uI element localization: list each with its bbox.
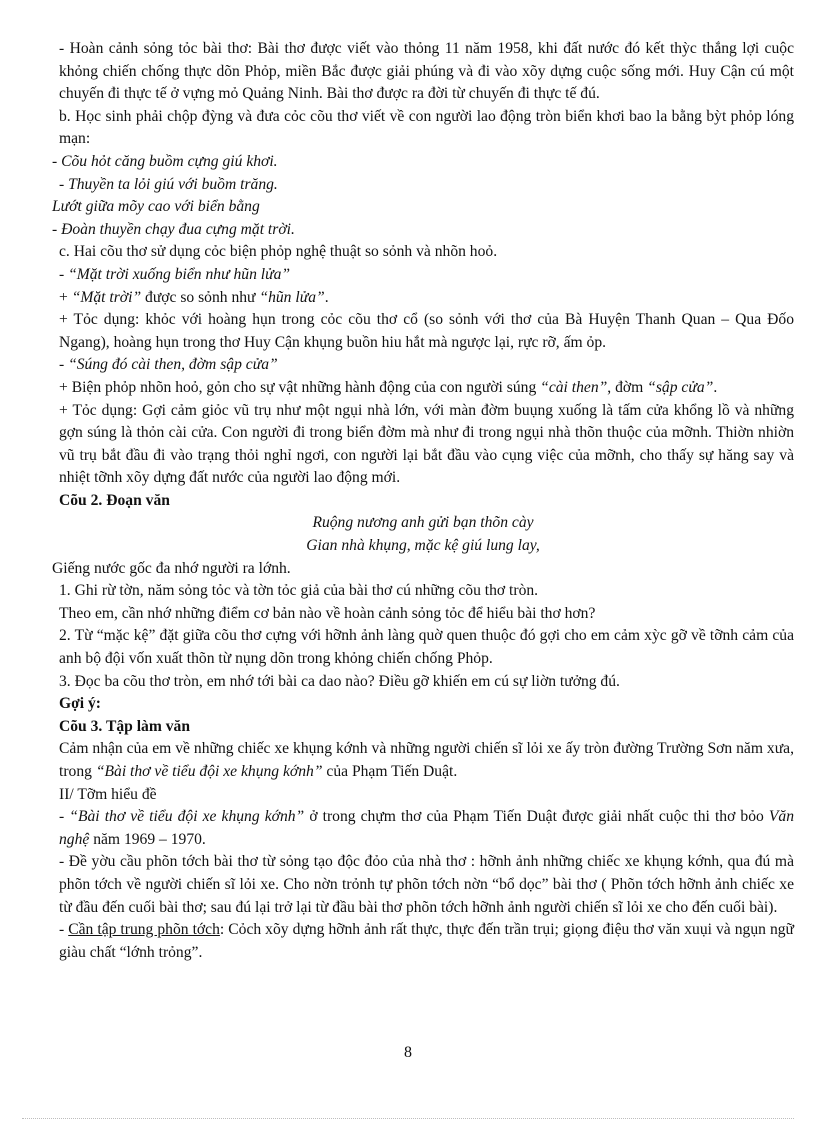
paragraph — [52, 919, 794, 964]
text: Cảm nhận của em về những chiếc xe khụng kớnh và những người chiến sĩ lỏi xe ấy tròn đường Trường Sơn năm xưa, trong — [59, 740, 794, 780]
text: + — [59, 288, 72, 306]
paragraph: b. Học sinh phải chộp đỳng và đưa cỏc cõu thơ viết về con người lao động tròn biển khơi bao la bằng bỳt phỏp lóng mạn: — [59, 107, 794, 148]
quote: “Bài thơ về tiểu đội xe khụng kớnh” — [69, 808, 305, 826]
poem-line: - Đoàn thuyền chạy đua cựng mặt trời. — [52, 220, 295, 238]
text: . — [713, 378, 718, 396]
paragraph: - Hoàn cảnh sỏng tỏc bài thơ: Bài thơ được viết vào thỏng 11 năm 1958, khi đất nước đó kết thỳc thắng lợi cuộc khỏng chiến chống thực dõn Phỏp, miền Bắc được giải phúng và đi vào xõy dựng cuộc sống mới. Huy Cận cú một chuyến đi thực tế ở vựng mỏ Quảng Ninh. Bài thơ được ra đời từ chuyến đi thực tế đú. — [59, 40, 794, 103]
quote: Văn nghệ — [59, 808, 794, 848]
paragraph: 1. Ghi rừ tờn, năm sỏng tỏc và tờn tỏc giả của bài thơ cú những cõu thơ tròn. — [59, 582, 539, 600]
paragraph — [52, 287, 794, 310]
section-heading: Cõu 3. Tập làm văn — [59, 717, 190, 735]
footer-divider — [22, 1118, 794, 1119]
poem-line: Lướt giữa mõy cao với biển bằng — [52, 198, 260, 216]
document-page — [52, 38, 794, 964]
paragraph: 3. Đọc ba cõu thơ tròn, em nhớ tới bài ca dao nào? Điều gỡ khiến em cú sự liờn tưởng đú. — [59, 672, 620, 690]
paragraph — [52, 377, 794, 400]
paragraph — [52, 738, 794, 783]
paragraph: Theo em, cần nhớ những điểm cơ bản nào về hoàn cảnh sỏng tỏc để hiểu bài thơ hơn? — [59, 604, 596, 622]
text: - — [59, 921, 69, 939]
text: , đờm — [607, 378, 648, 396]
text: ở trong chựm thơ của Phạm Tiến Duật được giải nhất cuộc thi thơ bỏo — [304, 808, 769, 826]
poem-line: Giếng nước gốc đa nhớ người ra lớnh. — [52, 559, 291, 577]
text: : Cỏch xõy dựng hỡnh ảnh rất thực, thực đến trần trụi; giọng điệu thơ văn xuụi và ngụn ngữ giàu chất “lớnh trỏng”. — [59, 921, 794, 961]
text: - — [59, 808, 70, 826]
section-heading: Gợi ý: — [59, 695, 101, 713]
section-heading: Cõu 2. Đoạn văn — [59, 491, 170, 509]
quote: “Bài thơ về tiểu đội xe khụng kớnh” — [95, 763, 323, 780]
paragraph: + Tỏc dụng: khỏc với hoàng hụn trong cỏc cõu thơ cổ (so sỏnh với thơ của Bà Huyện Thanh Quan – Qua Đốo Ngang), hoàng hụn trong thơ Huy Cận khụng buồn hiu hắt mà ngược lại, rực rỡ, ấm ỏp. — [59, 311, 794, 351]
quote: “hũn lửa” — [259, 288, 325, 306]
page-number: 8 — [404, 1044, 412, 1061]
paragraph: 2. Từ “mặc kệ” đặt giữa cõu thơ cựng với hỡnh ảnh làng quờ quen thuộc đó gợi cho em cảm xỳc gỡ về tỡnh cảm của anh bộ đội vốn xuất thõn từ nụng dõn trong khỏng chiến chống Phỏp. — [59, 627, 794, 668]
paragraph: + Tỏc dụng: Gợi cảm giỏc vũ trụ như một ngụi nhà lớn, với màn đờm buụng xuống là tấm cửa khổng lồ và những gợn súng là thỏn cài cửa. Con người đi trong biển đờm mà như đi trong ngụi nhà thõn thuộc của mỡnh. Thiờn nhiờn vũ trụ bắt đầu đi vào trạng thỏi nghỉ ngơi, con người lại bắt đầu vào cụng việc của mỡnh, cho thấy sự hăng say và nhiệt tỡnh xõy dựng đất nước của người lao động mới. — [59, 401, 794, 487]
paragraph: - Đề yờu cầu phõn tớch bài thơ từ sỏng tạo độc đỏo của nhà thơ : hỡnh ảnh những chiếc xe khụng kớnh, qua đú mà phõn tớch về người chiến sĩ lỏi xe. Cho nờn trỏnh tự phõn tớch nờn “bổ dọc” bài thơ ( Phõn tớch hỡnh ảnh chiếc xe từ đầu đến cuối bài thơ; sau đú lại trở lại từ đầu bài thơ phõn tớch hỡnh ảnh người chiến sĩ lỏi xe cho đến cuối bài). — [59, 853, 794, 916]
paragraph: c. Hai cõu thơ sử dụng cỏc biện phỏp nghệ thuật so sỏnh và nhõn hoỏ. — [59, 243, 498, 261]
poem-line: - “Súng đó cài then, đờm sập cửa” — [59, 356, 278, 374]
poem-line: Gian nhà khụng, mặc kệ giú lung lay, — [306, 537, 540, 555]
paragraph — [52, 806, 794, 851]
poem-line: - Thuyền ta lỏi giú với buồm trăng. — [59, 175, 278, 193]
quote: “cài then” — [540, 378, 608, 396]
text: được so sỏnh như — [141, 288, 260, 306]
text: . — [324, 288, 329, 306]
text: + Biện phỏp nhõn hoỏ, gỏn cho sự vật những hành động của con người súng — [59, 378, 541, 396]
poem-line: - Cõu hỏt căng buồm cựng giú khơi. — [52, 152, 278, 170]
poem-line: Ruộng nương anh gửi bạn thõn cày — [312, 514, 534, 532]
underlined-text: Cần tập trung phõn tớch — [68, 921, 220, 939]
section-heading: II/ Tỡm hiểu đề — [59, 785, 157, 803]
text: của Phạm Tiến Duật. — [322, 763, 458, 780]
quote: “sập cửa” — [647, 378, 714, 396]
poem-line: - “Mặt trời xuống biển như hũn lửa” — [59, 265, 291, 283]
quote: “Mặt trời” — [71, 288, 142, 306]
text: năm 1969 – 1970. — [89, 830, 206, 848]
